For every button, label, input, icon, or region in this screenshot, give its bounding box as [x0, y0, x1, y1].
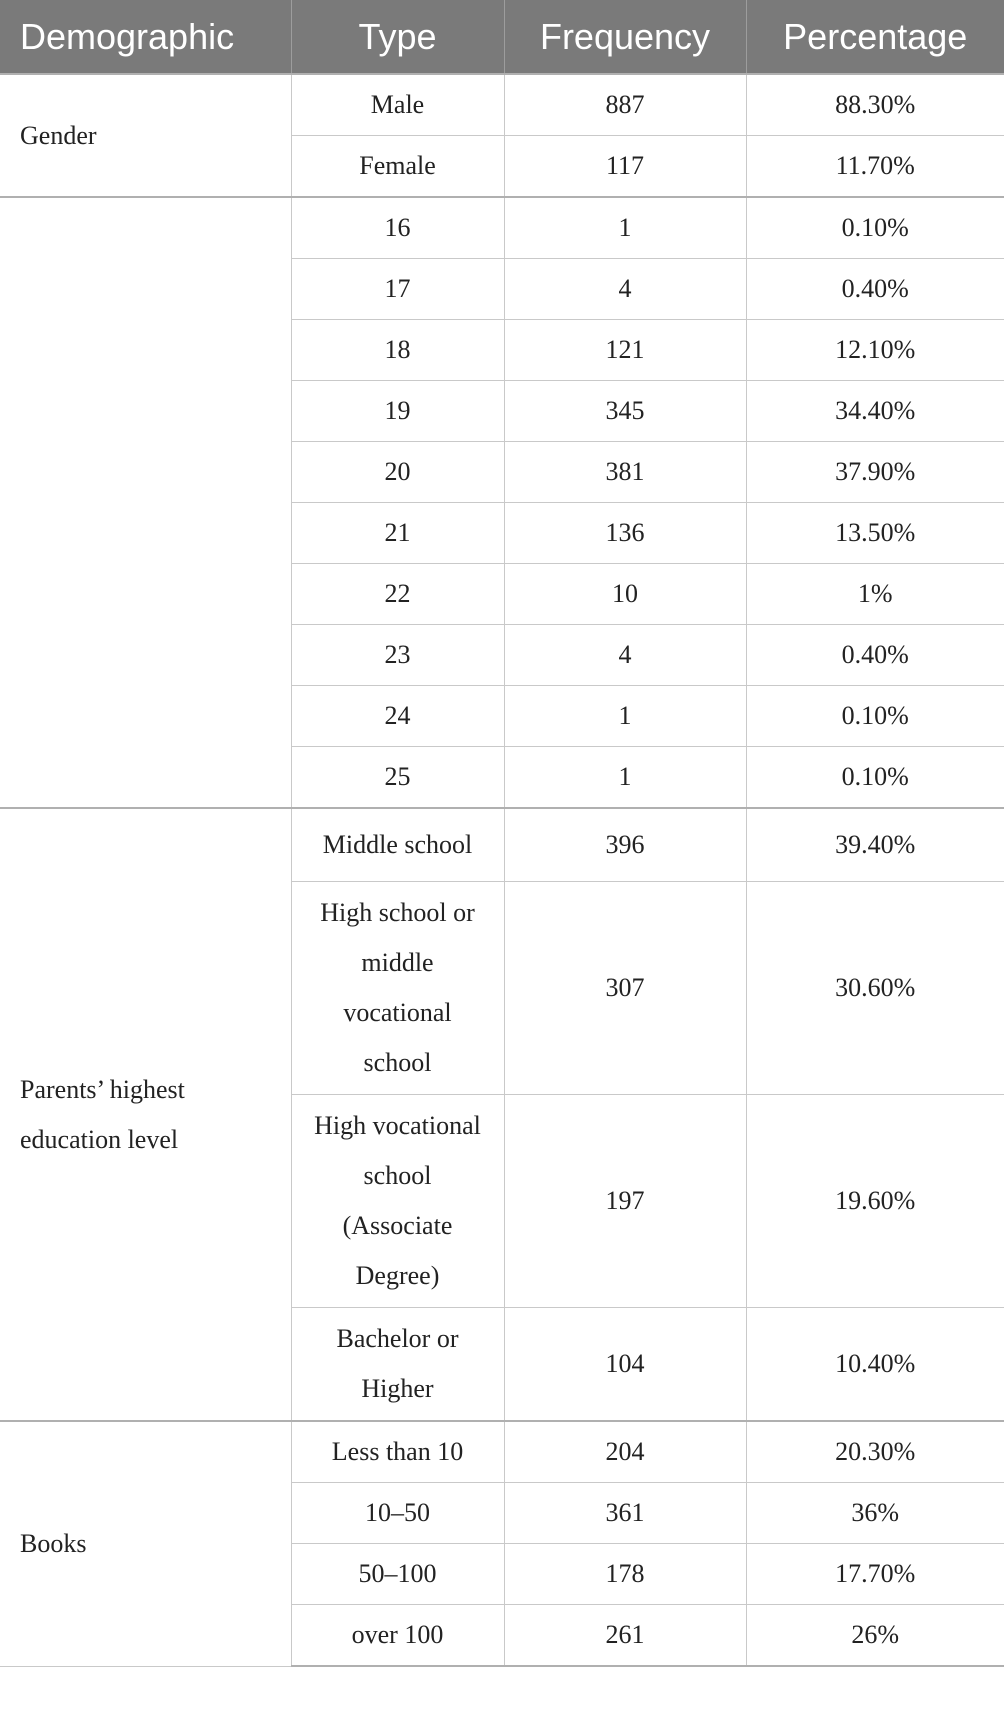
percentage-cell: 0.40% [746, 625, 1004, 686]
frequency-cell: 197 [504, 1095, 746, 1308]
percentage-cell: 20.30% [746, 1421, 1004, 1483]
type-cell: over 100 [291, 1605, 504, 1667]
type-cell: Female [291, 136, 504, 198]
frequency-cell: 381 [504, 442, 746, 503]
frequency-cell: 121 [504, 320, 746, 381]
frequency-cell: 1 [504, 686, 746, 747]
frequency-cell: 261 [504, 1605, 746, 1667]
type-cell: 21 [291, 503, 504, 564]
percentage-cell: 34.40% [746, 381, 1004, 442]
type-cell: 23 [291, 625, 504, 686]
percentage-cell: 0.10% [746, 197, 1004, 259]
percentage-cell: 10.40% [746, 1308, 1004, 1422]
percentage-cell: 12.10% [746, 320, 1004, 381]
type-cell: 50–100 [291, 1544, 504, 1605]
table-row [0, 808, 1004, 882]
type-cell: 24 [291, 686, 504, 747]
percentage-cell: 30.60% [746, 882, 1004, 1095]
header-type: Type [291, 0, 504, 74]
percentage-cell: 17.70% [746, 1544, 1004, 1605]
type-cell: Bachelor or Higher [291, 1308, 504, 1422]
type-cell: High vocational school (Associate Degree) [291, 1095, 504, 1308]
demographic-cell [0, 197, 291, 808]
percentage-cell: 11.70% [746, 136, 1004, 198]
header-frequency: Frequency [504, 0, 746, 74]
type-cell: High school or middle vocational school [291, 882, 504, 1095]
frequency-cell: 117 [504, 136, 746, 198]
type-cell: 25 [291, 747, 504, 809]
table-row [0, 1421, 1004, 1483]
frequency-cell: 136 [504, 503, 746, 564]
percentage-cell: 0.40% [746, 259, 1004, 320]
frequency-cell: 4 [504, 625, 746, 686]
percentage-cell: 13.50% [746, 503, 1004, 564]
type-cell: 20 [291, 442, 504, 503]
percentage-cell: 1% [746, 564, 1004, 625]
demographic-cell: Parents’ highest education level [0, 808, 291, 1421]
frequency-cell: 396 [504, 808, 746, 882]
percentage-cell: 26% [746, 1605, 1004, 1667]
frequency-cell: 1 [504, 747, 746, 809]
frequency-cell: 10 [504, 564, 746, 625]
frequency-cell: 204 [504, 1421, 746, 1483]
frequency-cell: 345 [504, 381, 746, 442]
frequency-cell: 887 [504, 74, 746, 136]
frequency-cell: 307 [504, 882, 746, 1095]
type-cell: Less than 10 [291, 1421, 504, 1483]
percentage-cell: 88.30% [746, 74, 1004, 136]
type-cell: 18 [291, 320, 504, 381]
table-row [0, 197, 1004, 259]
frequency-cell: 178 [504, 1544, 746, 1605]
percentage-cell: 37.90% [746, 442, 1004, 503]
percentage-cell: 0.10% [746, 747, 1004, 809]
type-cell: 19 [291, 381, 504, 442]
type-cell: 22 [291, 564, 504, 625]
frequency-cell: 1 [504, 197, 746, 259]
frequency-cell: 4 [504, 259, 746, 320]
type-cell: Middle school [291, 808, 504, 882]
percentage-cell: 36% [746, 1483, 1004, 1544]
type-cell: Male [291, 74, 504, 136]
type-cell: 17 [291, 259, 504, 320]
header-percentage: Percentage [746, 0, 1004, 74]
demographic-cell: Books [0, 1421, 291, 1666]
table-header-row [0, 0, 1004, 74]
demographic-cell: Gender [0, 74, 291, 197]
percentage-cell: 19.60% [746, 1095, 1004, 1308]
frequency-cell: 361 [504, 1483, 746, 1544]
type-cell: 16 [291, 197, 504, 259]
table-row [0, 74, 1004, 136]
type-cell: 10–50 [291, 1483, 504, 1544]
header-demographic: Demographic [0, 0, 291, 74]
frequency-cell: 104 [504, 1308, 746, 1422]
percentage-cell: 0.10% [746, 686, 1004, 747]
percentage-cell: 39.40% [746, 808, 1004, 882]
